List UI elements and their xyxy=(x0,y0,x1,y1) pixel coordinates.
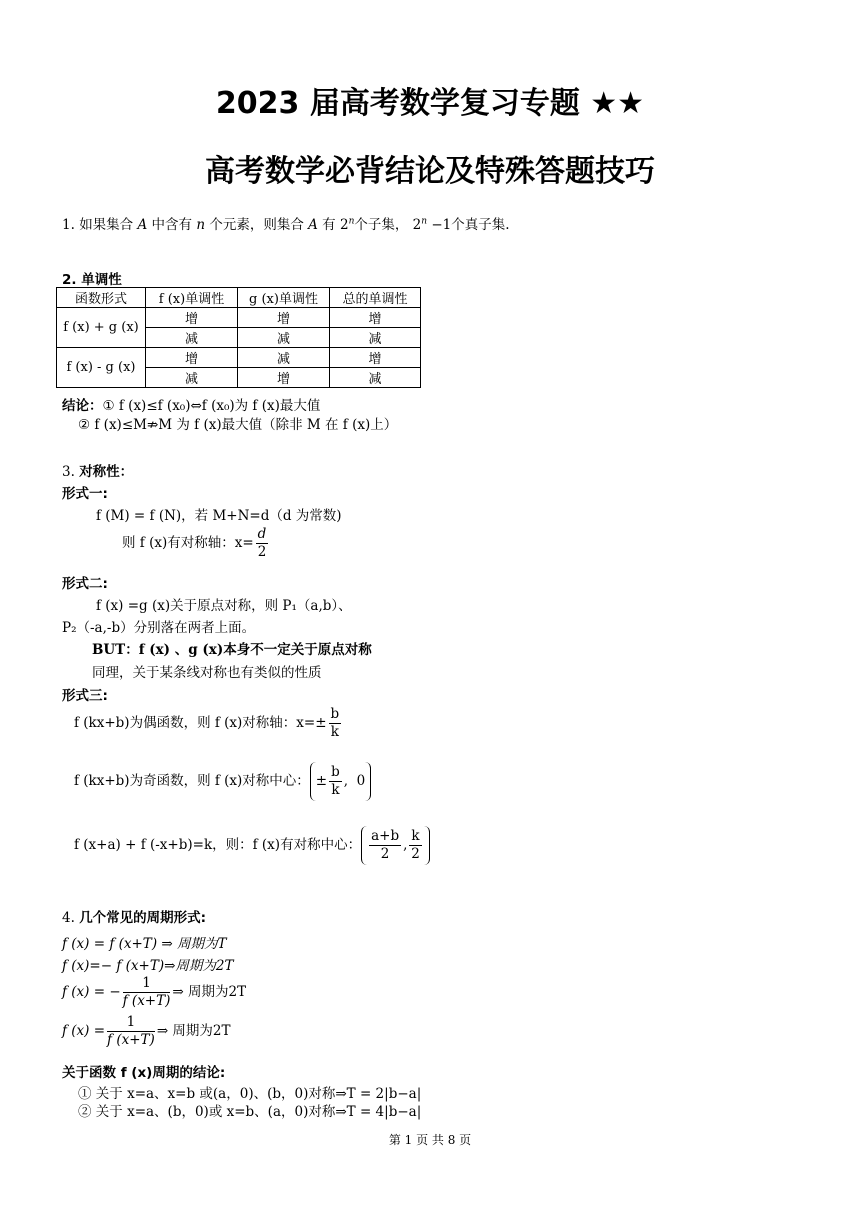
table-header-row xyxy=(57,288,421,308)
form-1-axis xyxy=(122,526,270,561)
table-cell: 增 xyxy=(238,308,330,328)
similar-note: 同理，关于某条线对称也有类似的性质 xyxy=(92,665,322,681)
odd-function-line xyxy=(74,762,371,801)
item-1-text-mid1: 中含有 xyxy=(151,217,193,233)
set-a-symbol-2: A xyxy=(308,217,318,233)
period-form-2: f (x)=− f (x+T)⇒周期为2T xyxy=(62,958,234,974)
period-form-1: f (x) = f (x+T) ⇒ 周期为T xyxy=(62,936,227,952)
form-1-label: 形式一: xyxy=(62,486,108,502)
table-cell: 减 xyxy=(146,368,238,388)
set-a-symbol: A xyxy=(137,217,148,233)
monotonicity-table xyxy=(56,287,421,388)
sum-function-line xyxy=(74,826,430,865)
period-form-4: f (x) = $\frac{1}{f (x+T)}$ ⇒ 周期为2T xyxy=(62,1014,231,1048)
sum-center-point: $\frac{a+b}{2}$ , $\frac{k}{2}$ xyxy=(361,826,430,865)
table-row xyxy=(57,308,421,328)
table-cell: 增 xyxy=(146,308,238,328)
form-1-line: f (M) = f (N)，若 M+N=d（d 为常数) xyxy=(96,508,342,524)
table-cell: 减 xyxy=(146,328,238,348)
table-cell-form: f (x) - g (x) xyxy=(57,348,146,388)
form-1-axis-text: 则 f (x)有对称轴：x= xyxy=(122,535,254,551)
table-cell: 增 xyxy=(238,368,330,388)
form-2-line-2: P₂（-a,-b）分别落在两者上面。 xyxy=(62,620,256,636)
section-4-heading: 几个常见的周期形式: xyxy=(79,910,207,926)
conclusion-1: ① f (x)≤f (x₀)⇔f (x₀)为 f (x)最大值 xyxy=(102,398,321,414)
page-subtitle: 高考数学必背结论及特殊答题技巧 xyxy=(205,154,655,189)
even-function-text: f (kx+b)为偶函数，则 f (x)对称轴：x=± xyxy=(74,715,327,731)
section-4-heading-line xyxy=(62,906,206,926)
section-4-number: 4. xyxy=(62,910,75,926)
proper-subsets-expression: $2^n -1$ xyxy=(412,216,452,233)
item-1-text-tail: 个真子集. xyxy=(451,217,510,233)
item-1 xyxy=(62,213,510,233)
table-cell-form: f (x) + g (x) xyxy=(57,308,146,348)
period-form-3: f (x) = − $\frac{1}{f (x+T)}$ ⇒ 周期为2T xyxy=(62,975,247,1009)
page-title: 2023 届高考数学复习专题 ★★ xyxy=(215,86,645,121)
table-header: 函数形式 xyxy=(57,288,146,308)
table-cell: 增 xyxy=(330,308,421,328)
item-1-text-pre: 如果集合 xyxy=(79,217,134,233)
section-3-heading-line xyxy=(62,460,133,480)
section-2-heading: 2. 单调性 xyxy=(62,272,122,288)
item-1-text-mid3: 有 xyxy=(322,217,336,233)
table-cell: 减 xyxy=(238,328,330,348)
n-symbol: n xyxy=(196,217,206,233)
item-1-text-mid2: 个元素，则集合 xyxy=(209,217,304,233)
table-cell: 减 xyxy=(330,328,421,348)
b-over-k-fraction: $\frac{b}{k}$ xyxy=(330,706,340,740)
table-row xyxy=(57,348,421,368)
table-cell: 增 xyxy=(330,348,421,368)
item-1-text-mid4: 个子集， xyxy=(354,217,409,233)
even-function-line xyxy=(74,706,343,741)
section-3-heading: 对称性： xyxy=(79,464,134,480)
item-1-number: 1. xyxy=(62,217,75,233)
page-footer: 第 1 页 共 8 页 xyxy=(388,1133,472,1147)
conclusion-2: ② f (x)≤M⇏M 为 f (x)最大值（除非 M 在 f (x)上） xyxy=(78,417,398,433)
form-2-label: 形式二: xyxy=(62,576,108,592)
table-cell: 减 xyxy=(330,368,421,388)
odd-function-text: f (kx+b)为奇函数，则 f (x)对称中心： xyxy=(74,773,310,789)
section-3-number: 3. xyxy=(62,464,75,480)
subsets-expression: 2$^n$ xyxy=(339,216,355,233)
period-conclusion-1: ① 关于 x=a、x=b 或(a，0)、(b，0)对称⇒T = 2|b−a| xyxy=(78,1086,422,1102)
d-over-2-fraction: $\frac{d}{2}$ xyxy=(257,526,267,560)
table-header: g (x)单调性 xyxy=(238,288,330,308)
conclusion-line-1 xyxy=(62,394,320,414)
form-2-line-1: f (x) =g (x)关于原点对称，则 P₁（a,b）、 xyxy=(96,598,352,614)
period-conclusion-2: ② 关于 x=a、(b，0)或 x=b、(a，0)对称⇒T = 4|b−a| xyxy=(78,1104,422,1120)
table-header: 总的单调性 xyxy=(330,288,421,308)
odd-center-point: ± $\frac{b}{k}$ , 0 xyxy=(310,762,371,801)
form-3-label: 形式三: xyxy=(62,688,108,704)
table-cell: 减 xyxy=(238,348,330,368)
but-note: BUT：f (x) 、g (x)本身不一定关于原点对称 xyxy=(92,642,372,658)
period-conclusion-heading: 关于函数 f (x)周期的结论: xyxy=(62,1065,226,1081)
table-header: f (x)单调性 xyxy=(146,288,238,308)
conclusion-label: 结论： xyxy=(62,398,103,414)
table-cell: 增 xyxy=(146,348,238,368)
sum-function-text: f (x+a) + f (-x+b)=k，则：f (x)有对称中心： xyxy=(74,837,362,853)
